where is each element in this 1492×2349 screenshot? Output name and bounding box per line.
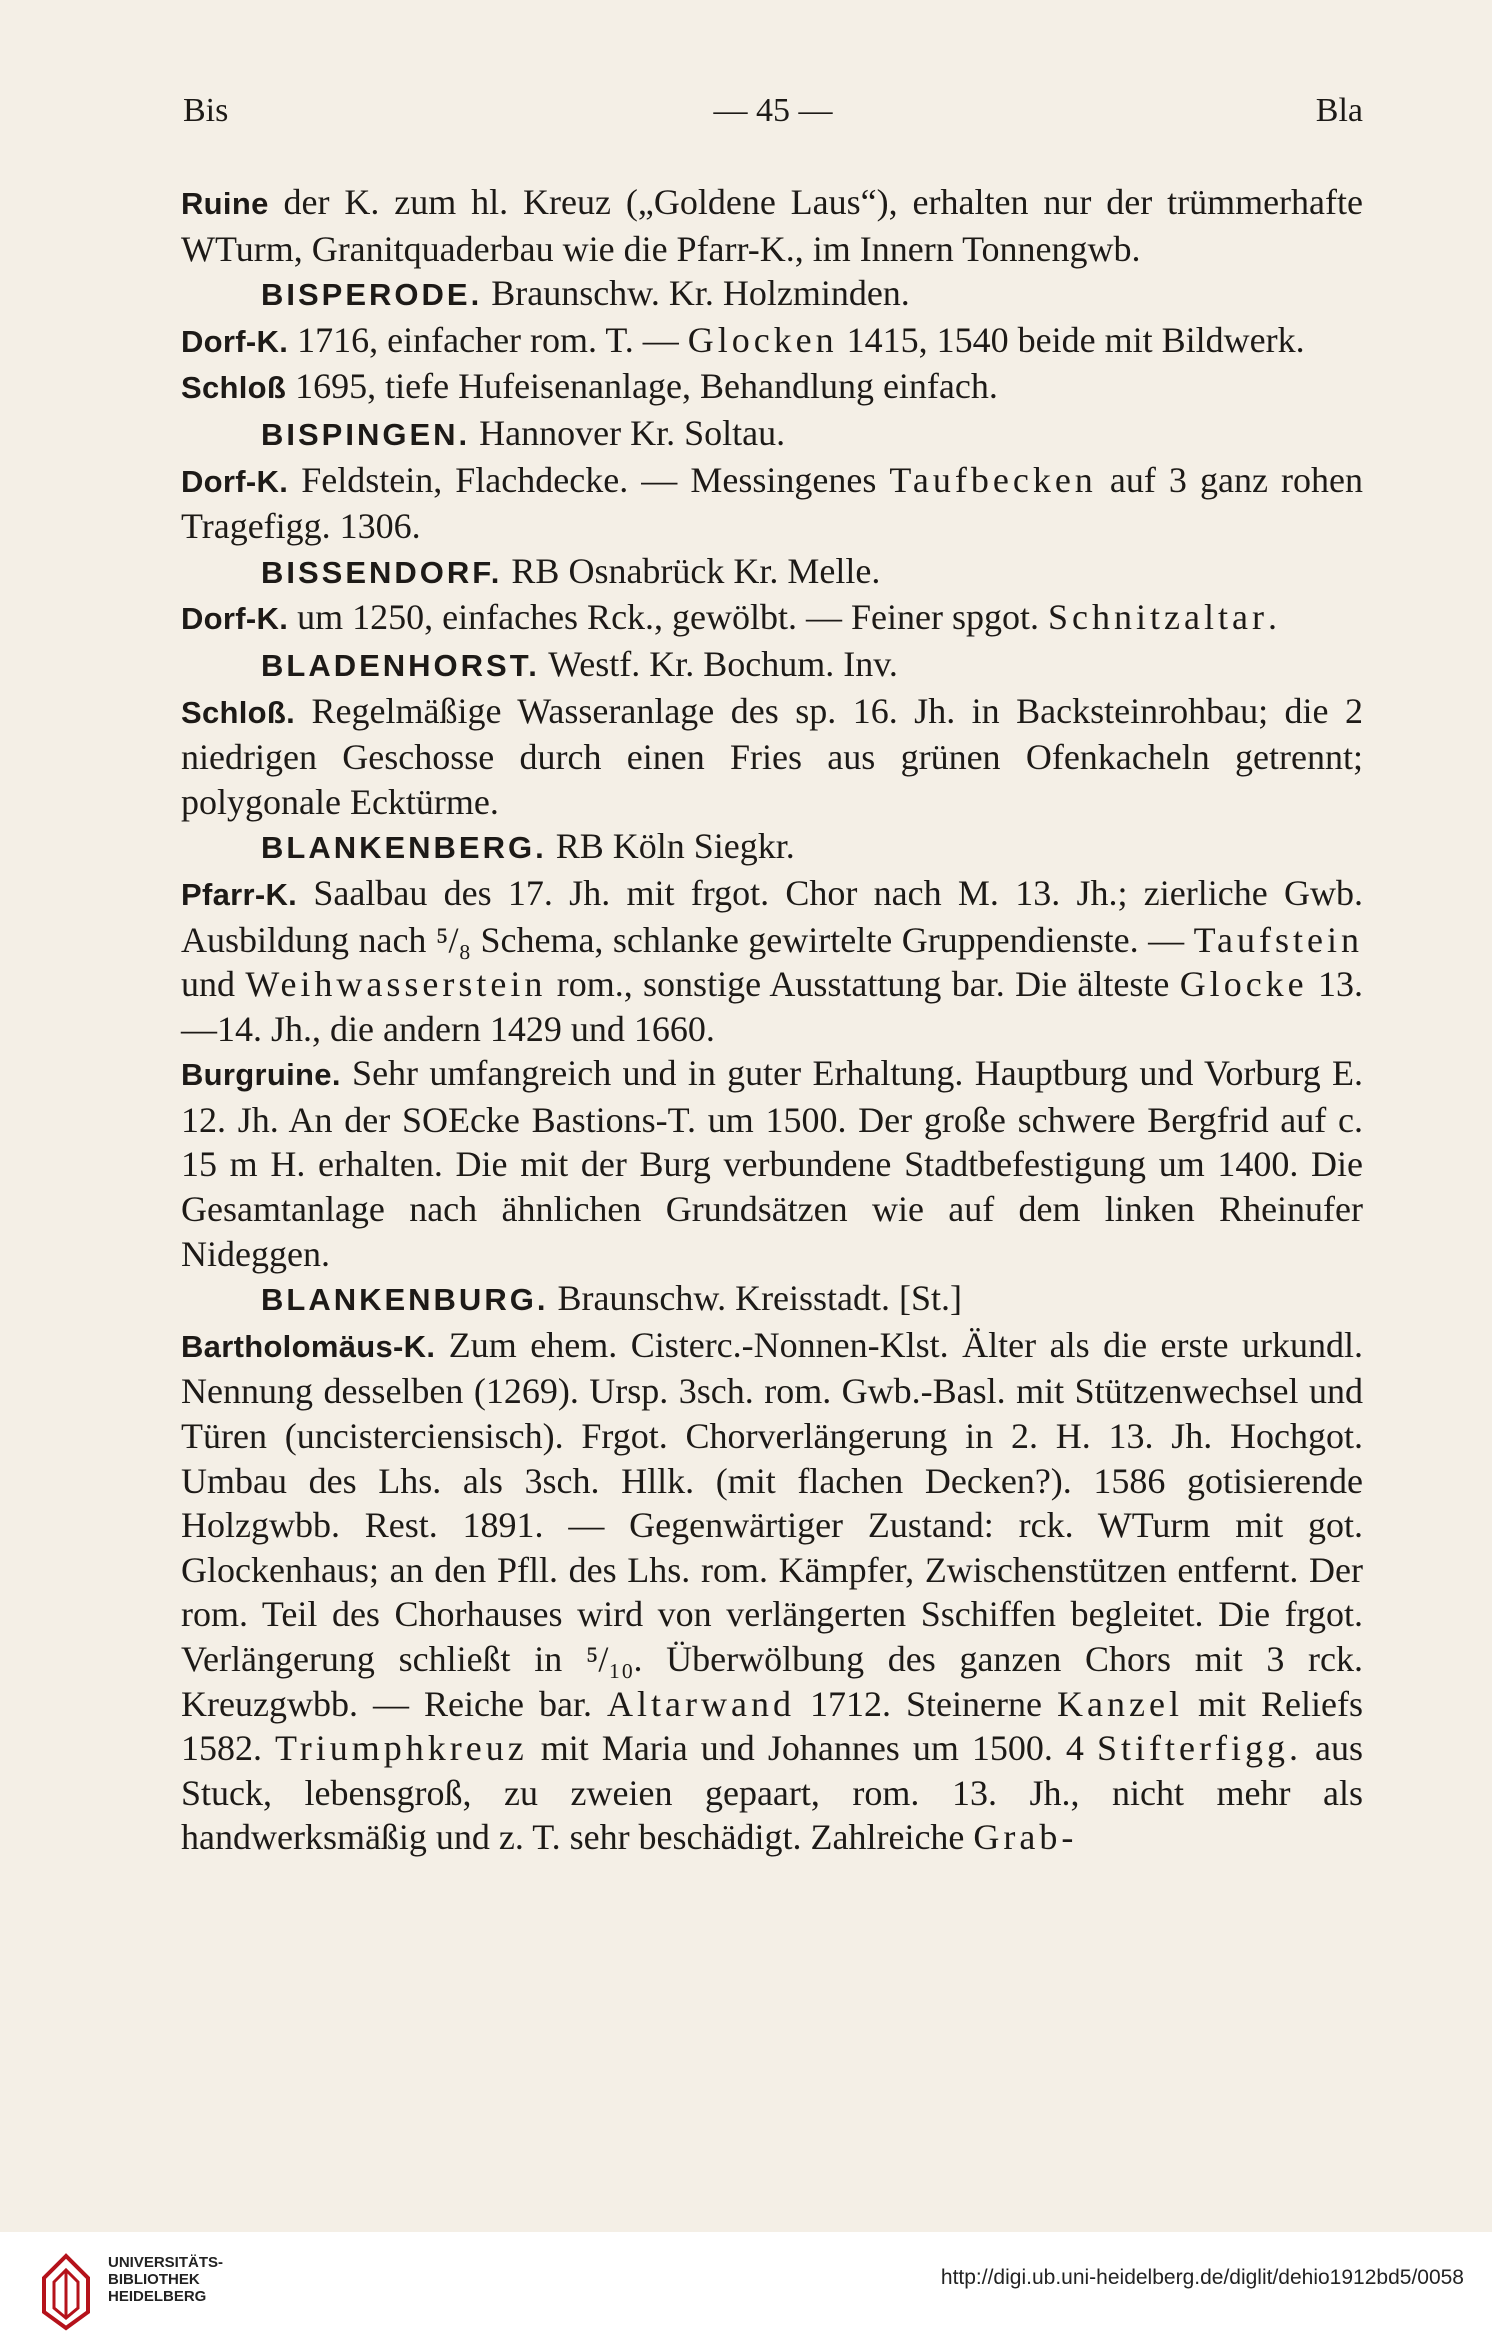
entry-paragraph <box>181 364 1363 411</box>
page-body <box>181 180 1363 1860</box>
spaced-term: Altarwand <box>607 1683 795 1724</box>
entry-text: auf 3 ganz rohen Tragefigg. 1306. <box>181 459 1364 547</box>
entry-paragraph <box>181 549 1363 596</box>
library-line: BIBLIOTHEK <box>108 2271 200 2288</box>
entry-keyword: Pfarr-K. <box>181 876 298 912</box>
spaced-term: Taufbecken <box>889 459 1097 500</box>
entry-text: Saalbau des 17. Jh. mit frgot. Chor nach M. 13. Jh.; zierliche Gwb. Ausbildung nach ⁵/₈ Schema, schlanke gewirtelte Gruppendienste. — <box>181 872 1363 960</box>
place-heading: BLANKENBERG. <box>261 830 547 866</box>
spaced-term: Glocken <box>687 319 838 360</box>
entry-paragraph <box>181 458 1363 549</box>
entry-keyword: Burgruine. <box>181 1057 341 1093</box>
entry-paragraph <box>181 642 1363 689</box>
entry-text: . <box>1267 597 1277 638</box>
entry-paragraph <box>181 595 1363 642</box>
spaced-term: Taufstein <box>1193 919 1363 960</box>
entry-paragraph <box>181 318 1363 365</box>
running-header <box>183 92 1363 142</box>
entry-text: aus Stuck, lebensgroß, zu zweien gepaart, rom. 13. Jh., nicht mehr als handwerksmäßig und z. T. sehr beschädigt. Zahlreiche <box>181 1728 1363 1858</box>
entry-text: Sehr umfangreich und in guter Erhaltung. Hauptburg und Vorburg E. 12. Jh. An der SOEcke Bastions-T. um 1500. Der große schwere Bergfrid auf c. 15 m H. erhalten. Die mit der Burg verbundene Stadtbefestigung um 1400. Die Gesamtanlage nach ähnlichen Grundsätzen wie auf dem linken Rheinufer Nideggen. <box>181 1053 1363 1274</box>
source-url-link[interactable]: http://digi.ub.uni-heidelberg.de/diglit/dehio1912bd5/0058 <box>940 2266 1464 2289</box>
entry-paragraph <box>181 1276 1363 1323</box>
library-line: HEIDELBERG <box>108 2288 207 2305</box>
page-number: — 45 — <box>713 92 833 129</box>
entry-text: 13.—14. Jh., die andern 1429 und 1660. <box>181 964 1363 1049</box>
header-right: Bla <box>1315 92 1363 129</box>
spaced-term: Grab- <box>973 1817 1078 1858</box>
entry-paragraph <box>181 1051 1363 1276</box>
spaced-term: Weihwasserstein <box>245 964 547 1005</box>
library-name <box>108 2254 223 2305</box>
entry-keyword: Schloß <box>181 370 287 406</box>
entry-paragraph <box>181 689 1363 825</box>
entry-paragraph <box>181 271 1363 318</box>
spaced-term: Triumphkreuz <box>275 1728 528 1769</box>
entry-keyword: Dorf-K. <box>181 601 289 637</box>
entry-text: RB Köln Siegkr. <box>546 826 795 867</box>
place-heading: BISPERODE. <box>261 277 483 313</box>
place-heading: BISPINGEN. <box>261 416 471 452</box>
entry-keyword: Ruine <box>181 186 269 221</box>
entry-paragraph <box>181 871 1363 1051</box>
entry-text: mit Maria und Johannes um 1500. 4 <box>527 1728 1097 1769</box>
heidelberg-library-logo-icon[interactable] <box>36 2252 96 2332</box>
spaced-term: Schnitzaltar <box>1048 597 1268 638</box>
library-line: UNIVERSITÄTS- <box>108 2254 224 2271</box>
entry-text: 1712. Steinerne <box>794 1683 1058 1724</box>
place-heading: BLADENHORST. <box>261 647 540 683</box>
entry-text: Braunschw. Kr. Holzminden. <box>482 273 910 314</box>
entry-text: 1716, einfacher rom. T. — <box>288 319 688 360</box>
entry-text: mit Reliefs 1582. <box>181 1683 1364 1769</box>
entry-text: RB Osnabrück Kr. Melle. <box>502 550 881 591</box>
entry-text: und <box>181 964 246 1005</box>
entry-text: rom., sonstige Ausstattung bar. Die älteste <box>546 964 1180 1005</box>
entry-text: Zum ehem. Cisterc.-Nonnen-Klst. Älter als die erste urkundl. Nennung desselben (1269). Ursp. 3sch. rom. Gwb.-Basl. mit Stützenwechsel und Türen (uncisterciensisch). Frgot. Chorverlängerung in 2. H. 13. Jh. Hochgot. Umbau des Lhs. als 3sch. Hllk. (mit flachen Decken?). 1586 gotisierende Holzgwbb. Rest. 1891. — Gegenwärtiger Zustand: rck. WTurm mit got. Glockenhaus; an den Pfll. des Lhs. rom. Kämpfer, Zwischenstützen entfernt. Der rom. Teil des Chorhauses wird von verlängerten Sschiffen begleitet. Die frgot. Verlängerung schließt in ⁵/₁₀. Überwölbung des ganzen Chors mit 3 rck. Kreuzgwbb. — Reiche bar. <box>181 1324 1363 1724</box>
entry-text: Westf. Kr. Bochum. Inv. <box>539 643 898 684</box>
spaced-term: Stifterfigg. <box>1096 1728 1302 1769</box>
entry-paragraph <box>181 180 1363 271</box>
spaced-term: Glocke <box>1179 964 1308 1005</box>
entry-text: der K. zum hl. Kreuz („Goldene Laus“), erhalten nur der trümmerhafte WTurm, Granitquaderbau wie die Pfarr-K., im Innern Tonnengwb. <box>181 182 1363 269</box>
entry-keyword: Dorf-K. <box>181 323 289 359</box>
place-heading: BISSENDORF. <box>261 554 503 590</box>
header-left: Bis <box>183 92 229 129</box>
entry-text: um 1250, einfaches Rck., gewölbt. — Feiner spgot. <box>288 597 1049 638</box>
entry-text: Hannover Kr. Soltau. <box>470 412 786 453</box>
entry-keyword: Bartholomäus-K. <box>181 1328 436 1364</box>
entry-text: Feldstein, Flachdecke. — Messingenes <box>288 459 890 500</box>
place-heading: BLANKENBURG. <box>261 1282 549 1318</box>
entry-text: 1415, 1540 beide mit Bildwerk. <box>837 319 1305 360</box>
footer-bar <box>0 2232 1492 2349</box>
entry-paragraph <box>181 824 1363 871</box>
entry-keyword: Schloß. <box>181 694 296 730</box>
entry-text: Regelmäßige Wasseranlage des sp. 16. Jh. in Backsteinrohbau; die 2 niedrigen Geschosse durch einen Fries aus grünen Ofenkacheln getrennt; polygonale Ecktürme. <box>181 690 1363 822</box>
entry-paragraph <box>181 1323 1363 1860</box>
entry-keyword: Dorf-K. <box>181 463 289 499</box>
spaced-term: Kanzel <box>1057 1683 1183 1724</box>
entry-paragraph <box>181 411 1363 458</box>
entry-text: 1695, tiefe Hufeisenanlage, Behandlung einfach. <box>286 366 998 407</box>
entry-text: Braunschw. Kreisstadt. [St.] <box>548 1278 963 1319</box>
